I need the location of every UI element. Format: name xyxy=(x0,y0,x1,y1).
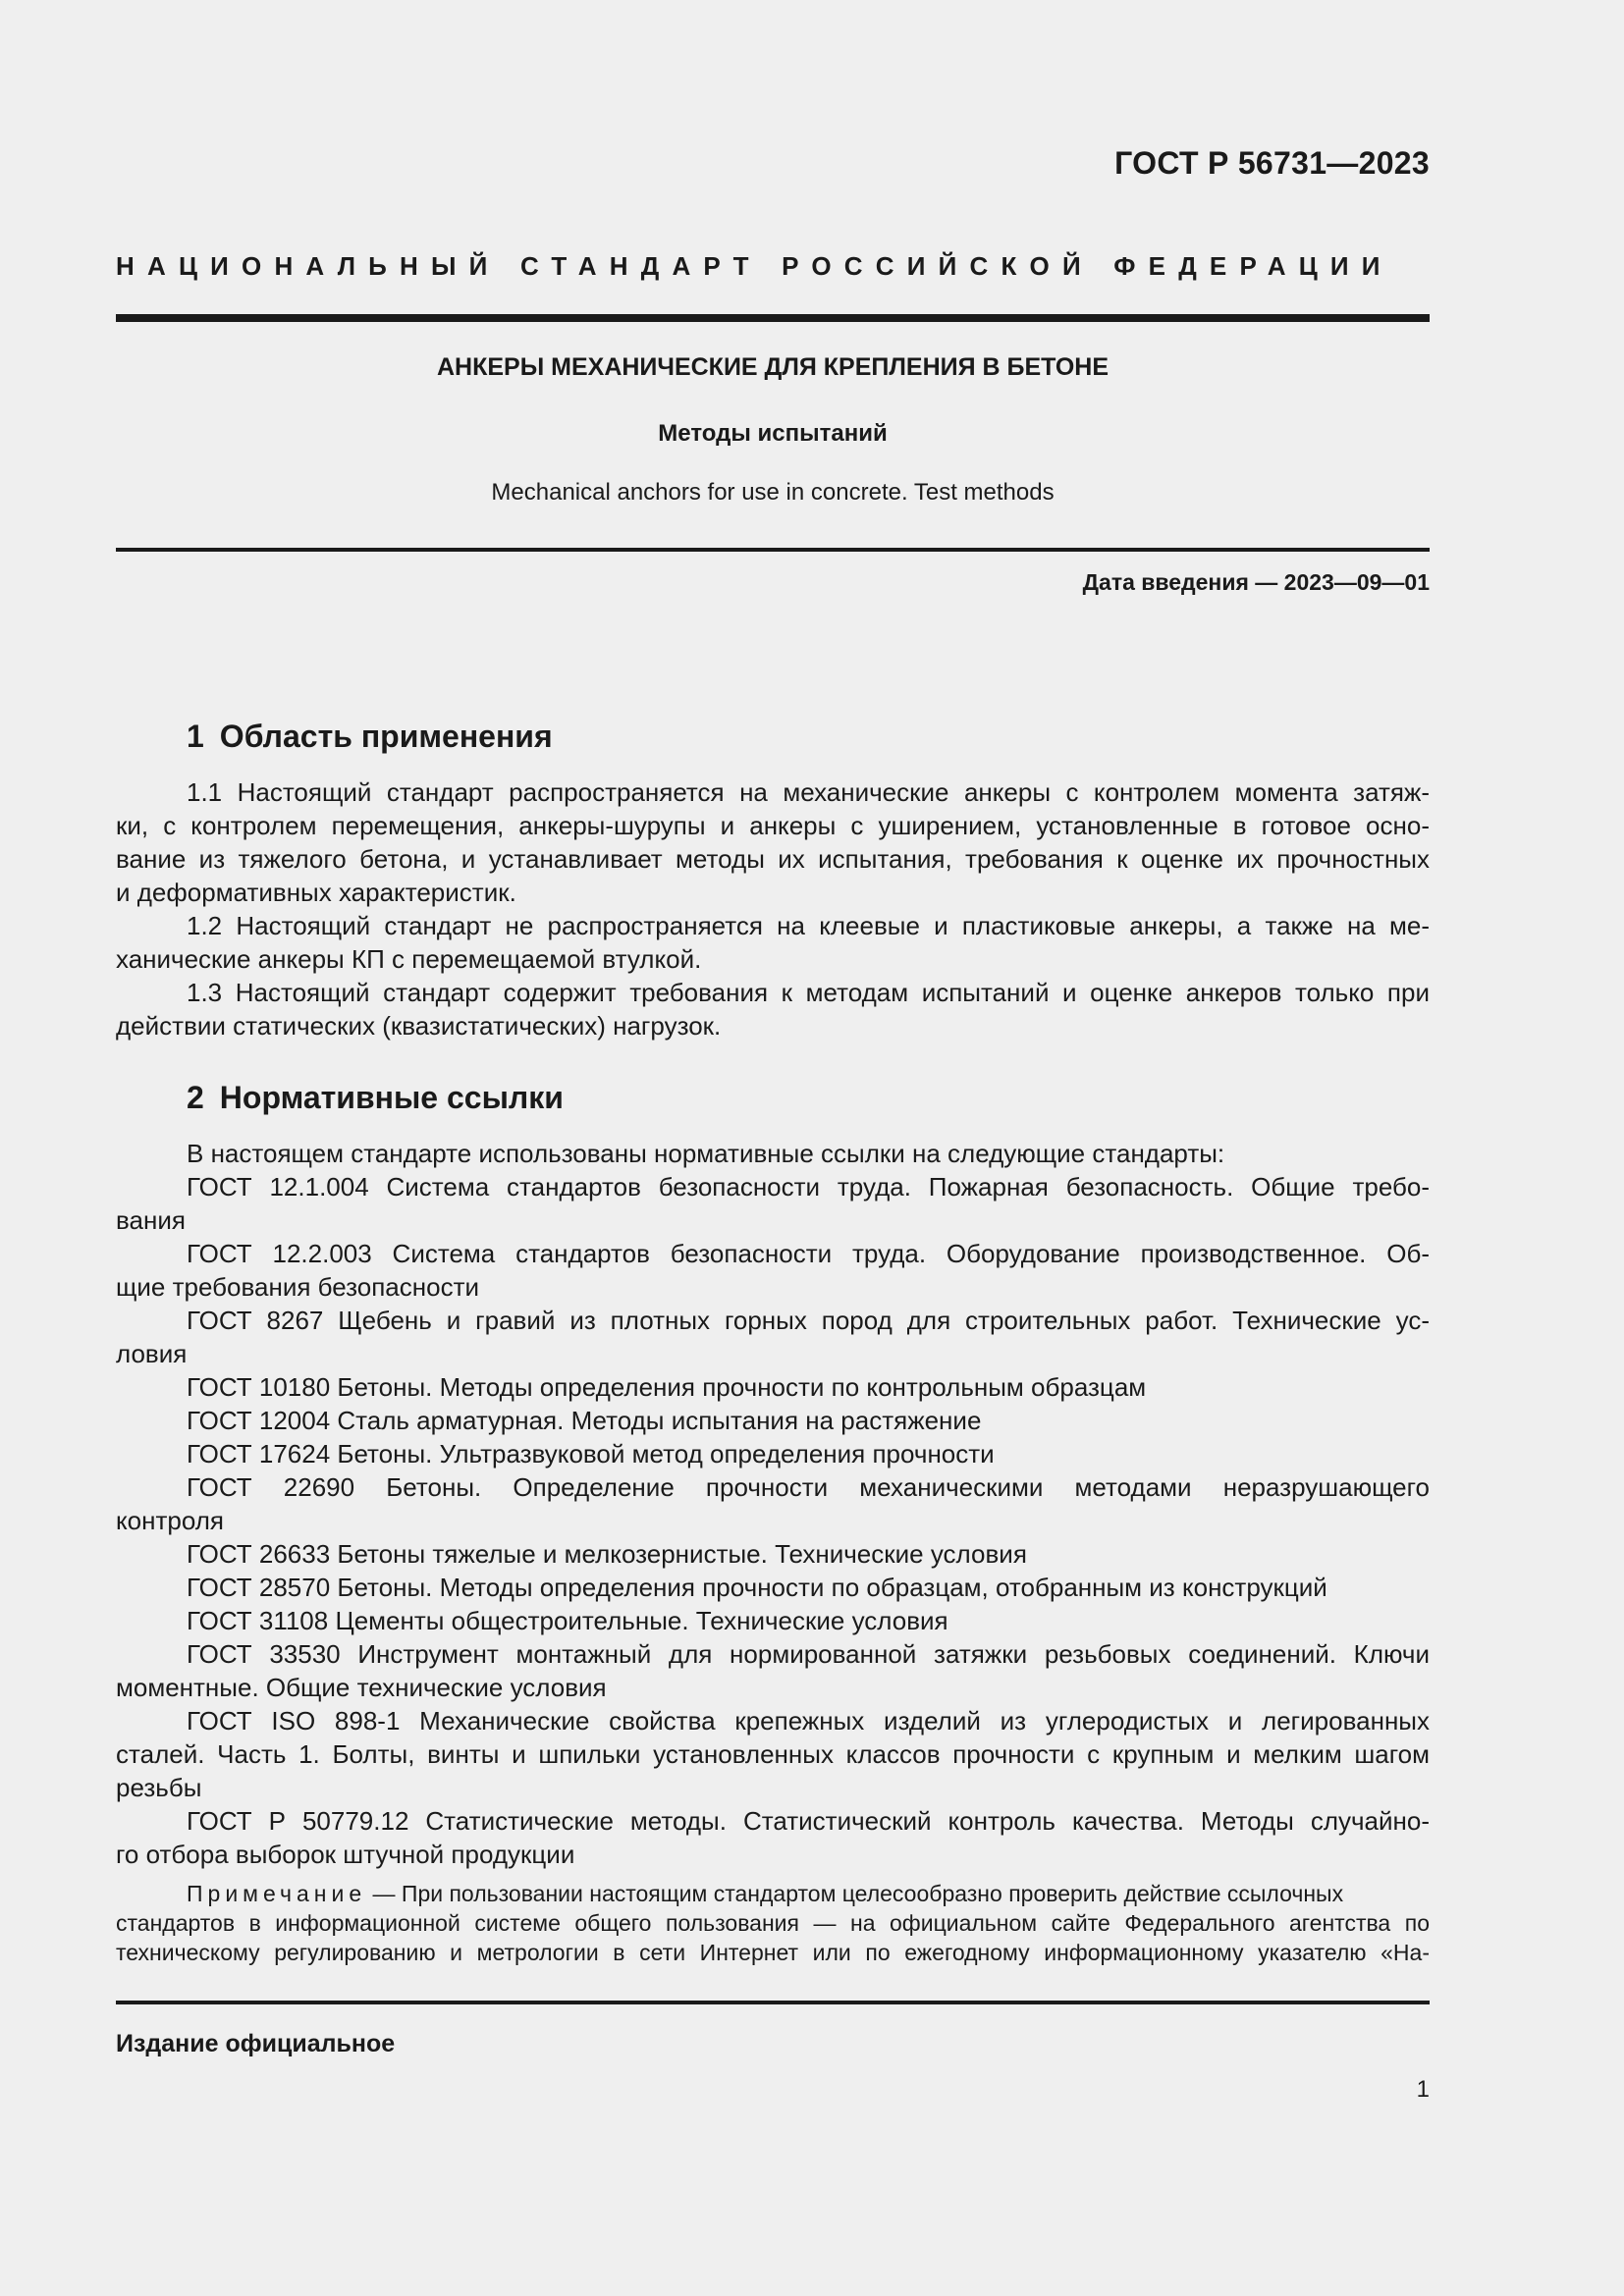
note-line: стандартов в информационной системе общего пользования — на официальном сайте Федерального агентства по xyxy=(116,1910,1430,1936)
reference-item: ГОСТ 28570 Бетоны. Методы определения прочности по образцам, отобранным из конструкций xyxy=(187,1573,1327,1602)
paragraph-line: действии статических (квазистатических) нагрузок. xyxy=(116,1011,722,1041)
reference-item-continuation: моментные. Общие технические условия xyxy=(116,1673,607,1702)
reference-item-continuation: резьбы xyxy=(116,1773,202,1802)
paragraph-line: ки, с контролем перемещения, анкеры-шурупы и анкеры с уширением, установленные в готовое осно- xyxy=(116,811,1430,840)
document-page xyxy=(116,0,1430,2296)
section-title: Нормативные ссылки xyxy=(219,1080,564,1115)
paragraph-line: 1.2 Настоящий стандарт не распространяется на клеевые и пластиковые анкеры, а также на ме- xyxy=(187,911,1430,940)
section-1-heading xyxy=(187,719,553,755)
gost-number: ГОСТ Р 56731—2023 xyxy=(1114,145,1430,181)
document-title: АНКЕРЫ МЕХАНИЧЕСКИЕ ДЛЯ КРЕПЛЕНИЯ В БЕТОНЕ xyxy=(437,353,1109,381)
reference-item: ГОСТ 26633 Бетоны тяжелые и мелкозернистые. Технические условия xyxy=(187,1539,1027,1569)
reference-item-continuation: контроля xyxy=(116,1506,224,1535)
section-number: 1 xyxy=(187,719,204,754)
header-rule xyxy=(116,314,1430,322)
reference-item-continuation: го отбора выборок штучной продукции xyxy=(116,1840,575,1869)
document-title-english: Mechanical anchors for use in concrete. Test methods xyxy=(491,479,1055,506)
note-text: — При пользовании настоящим стандартом целесообразно проверить действие ссылочных xyxy=(366,1881,1344,1906)
official-edition-label: Издание официальное xyxy=(116,2030,396,2057)
paragraph-line: 1.1 Настоящий стандарт распространяется на механические анкеры с контролем момента затяж- xyxy=(187,777,1430,807)
note-line: техническому регулированию и метрологии в сети Интернет или по ежегодному информационному указателю «На- xyxy=(116,1940,1430,1965)
reference-item: ГОСТ 10180 Бетоны. Методы определения прочности по контрольным образцам xyxy=(187,1372,1147,1402)
section-title: Область применения xyxy=(219,719,553,754)
section-number: 2 xyxy=(187,1080,204,1115)
note-line xyxy=(187,1879,1430,1908)
reference-item-continuation: сталей. Часть 1. Болты, винты и шпильки установленных классов прочности с крупным и мелким шагом xyxy=(116,1739,1430,1769)
references-intro: В настоящем стандарте использованы нормативные ссылки на следующие стандарты: xyxy=(187,1139,1225,1168)
reference-item: ГОСТ 12.2.003 Система стандартов безопасности труда. Оборудование производственное. Об- xyxy=(187,1239,1430,1268)
reference-item: ГОСТ 12.1.004 Система стандартов безопасности труда. Пожарная безопасность. Общие требо- xyxy=(187,1172,1430,1201)
reference-item: ГОСТ 33530 Инструмент монтажный для нормированной затяжки резьбовых соединений. Ключи xyxy=(187,1639,1430,1669)
national-standard-banner: НАЦИОНАЛЬНЫЙ СТАНДАРТ РОССИЙСКОЙ ФЕДЕРАЦИИ xyxy=(116,251,1393,281)
reference-item: ГОСТ 22690 Бетоны. Определение прочности механическими методами неразрушающего xyxy=(187,1472,1430,1502)
reference-item: ГОСТ 31108 Цементы общестроительные. Технические условия xyxy=(187,1606,948,1635)
reference-item: ГОСТ Р 50779.12 Статистические методы. Статистический контроль качества. Методы случайно- xyxy=(187,1806,1430,1836)
note-label: Примечание xyxy=(187,1881,367,1906)
reference-item: ГОСТ 17624 Бетоны. Ультразвуковой метод определения прочности xyxy=(187,1439,995,1468)
paragraph-line: 1.3 Настоящий стандарт содержит требования к методам испытаний и оценке анкеров только при xyxy=(187,978,1430,1007)
document-subtitle: Методы испытаний xyxy=(658,420,888,447)
paragraph-line: ханические анкеры КП с перемещаемой втулкой. xyxy=(116,944,702,974)
footer-rule xyxy=(116,2001,1430,2004)
introduction-date: Дата введения — 2023—09—01 xyxy=(1082,569,1430,595)
reference-item-continuation: вания xyxy=(116,1205,186,1235)
reference-item-continuation: ловия xyxy=(116,1339,188,1368)
page-number: 1 xyxy=(1416,2076,1430,2103)
paragraph-line: и деформативных характеристик. xyxy=(116,878,516,907)
reference-item: ГОСТ ISO 898-1 Механические свойства крепежных изделий из углеродистых и легированных xyxy=(187,1706,1430,1735)
reference-item-continuation: щие требования безопасности xyxy=(116,1272,480,1302)
reference-item: ГОСТ 8267 Щебень и гравий из плотных горных пород для строительных работ. Технические ус- xyxy=(187,1306,1430,1335)
section-2-heading xyxy=(187,1080,564,1116)
reference-item: ГОСТ 12004 Сталь арматурная. Методы испытания на растяжение xyxy=(187,1406,982,1435)
title-rule xyxy=(116,548,1430,552)
paragraph-line: вание из тяжелого бетона, и устанавливает методы их испытания, требования к оценке их прочностных xyxy=(116,844,1430,874)
